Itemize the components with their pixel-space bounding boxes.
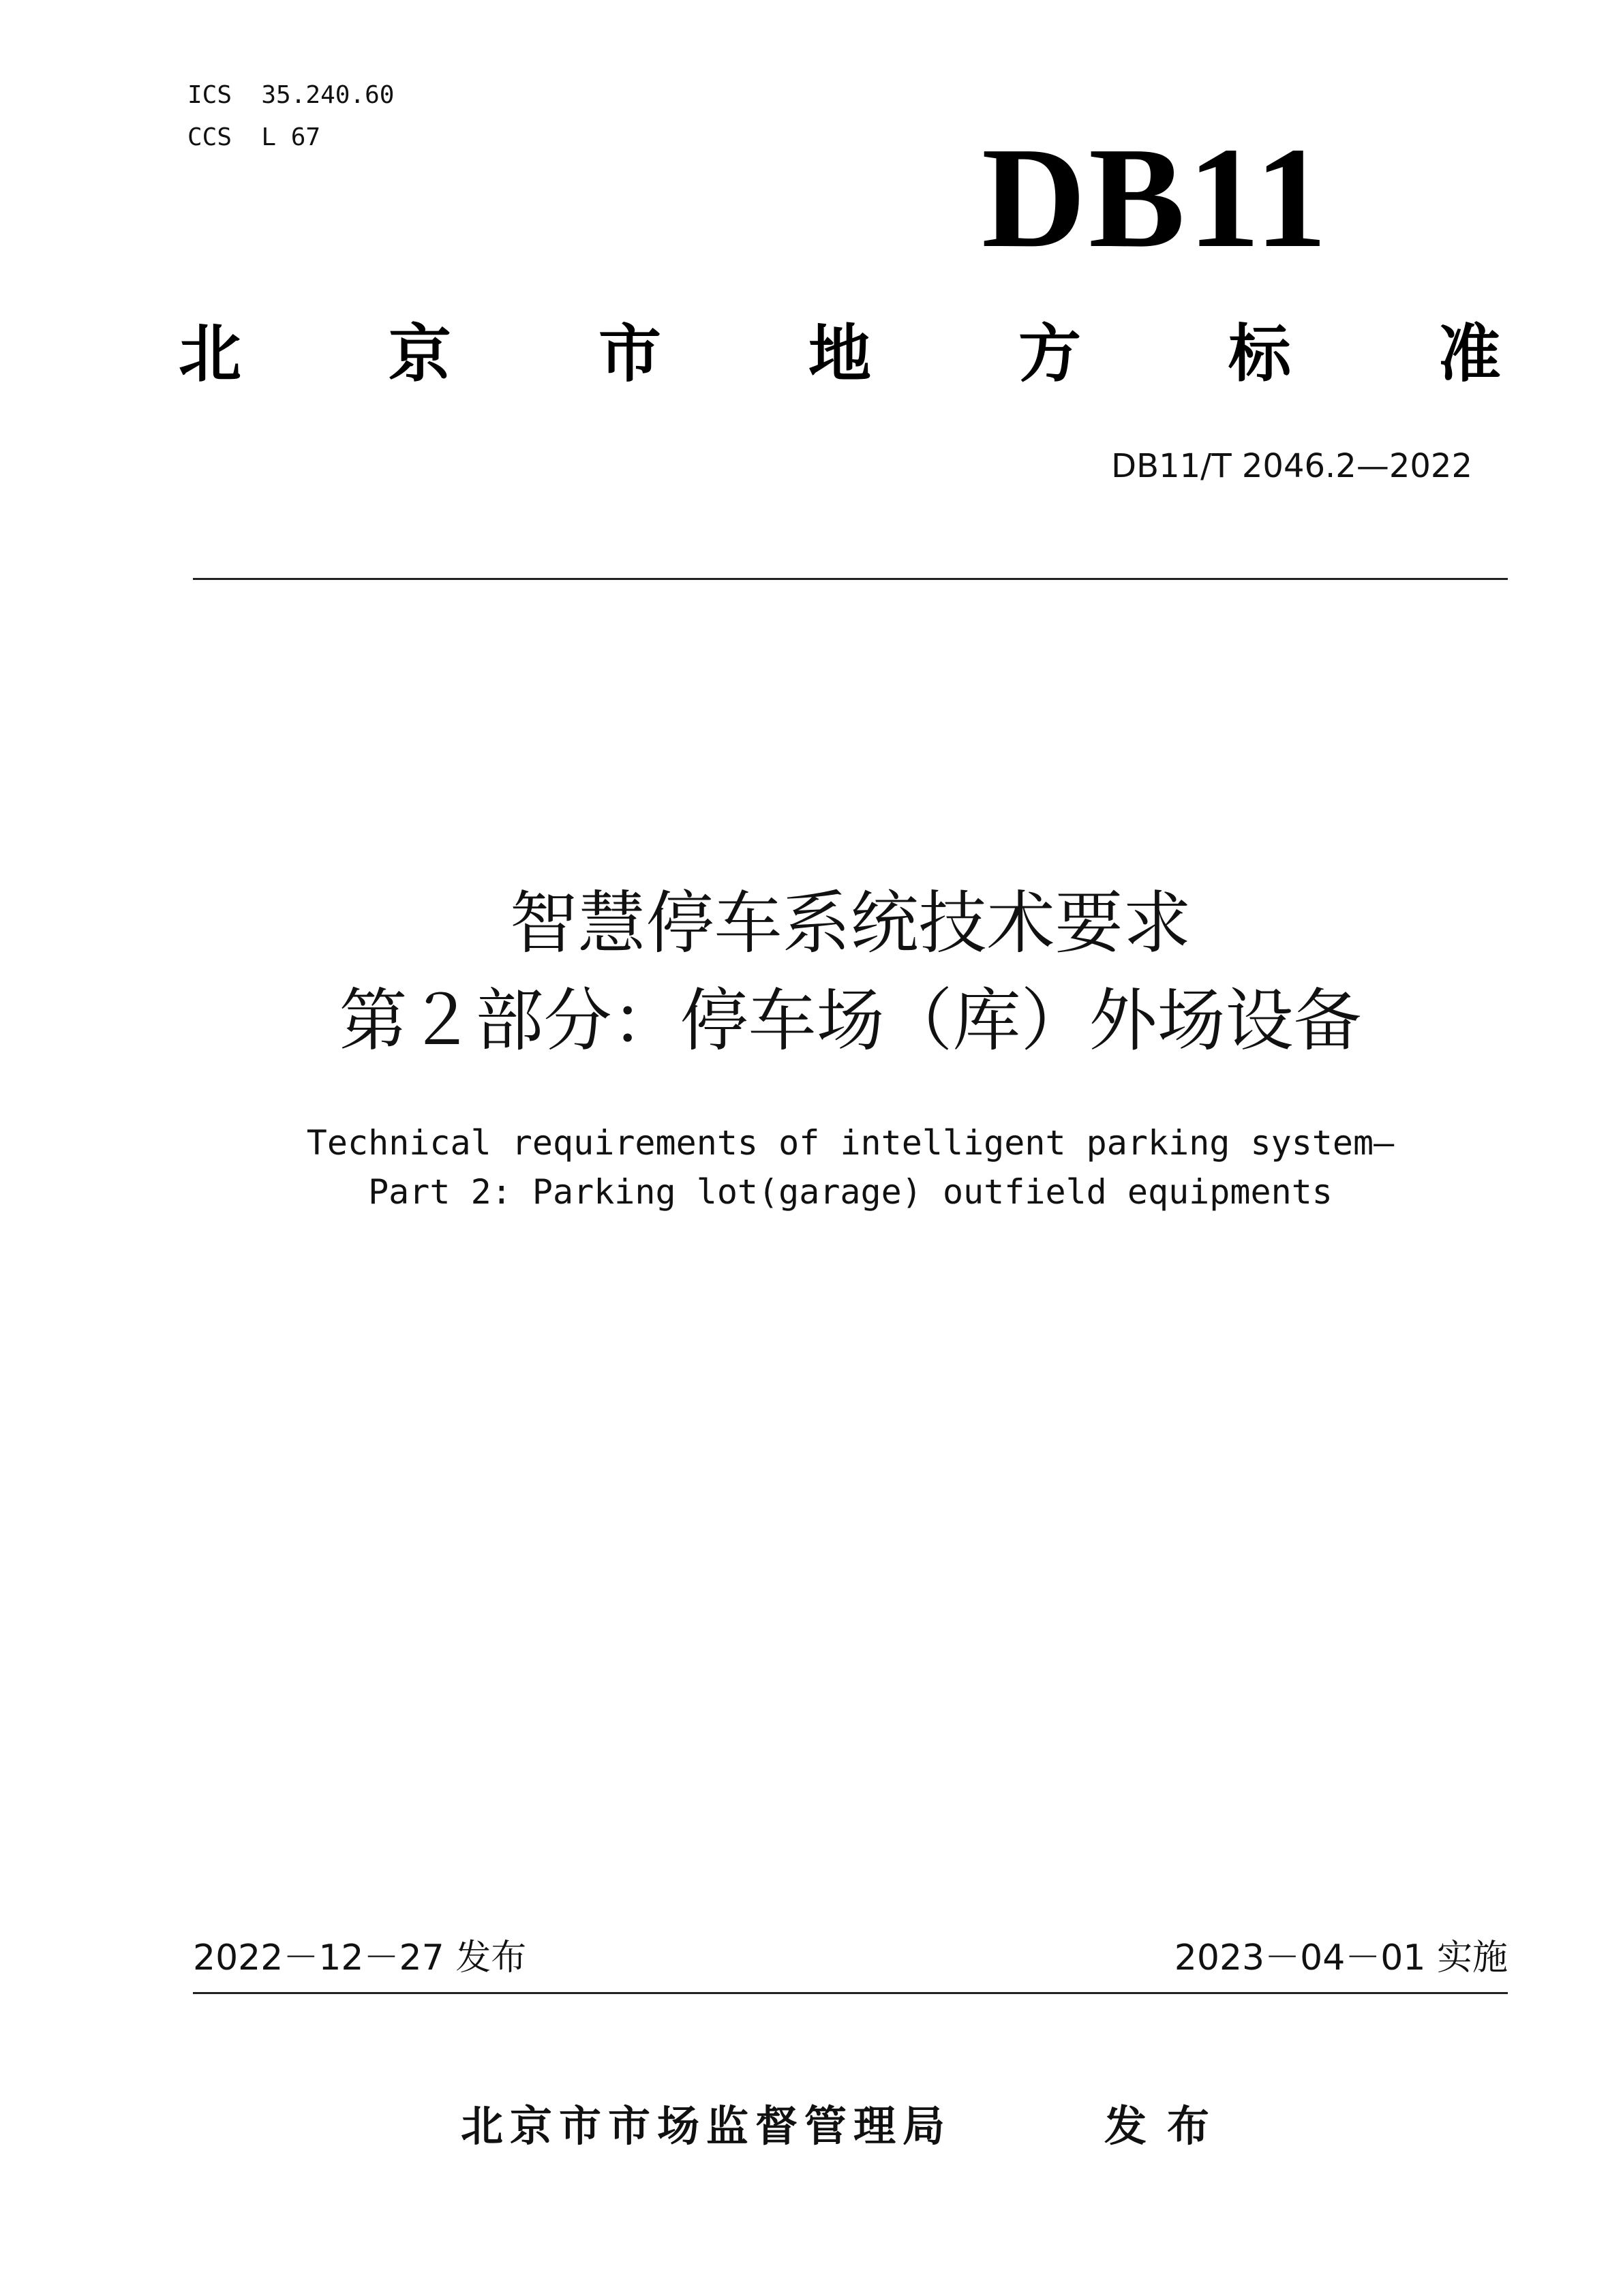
english-title-line-1: Technical requirements of intelligent parking system—: [306, 1123, 1395, 1163]
publish-label: 发布: [1104, 2101, 1230, 2151]
english-title-line-2: Part 2: Parking lot(garage) outfield equipments: [368, 1172, 1333, 1212]
standard-number: DB11/T 2046.2—2022: [1111, 447, 1472, 485]
top-divider: [193, 578, 1508, 580]
implementation-date: 2023－04－01 实施: [1174, 1938, 1508, 1978]
chinese-title-line-2: 第２部分：停车场（库）外场设备: [339, 981, 1362, 1060]
db11-logo: DB11: [982, 117, 1330, 277]
standard-type-char: 地: [808, 318, 871, 391]
standard-type-char: 市: [598, 318, 661, 391]
publisher-name: 北京市市场监督管理局: [461, 2101, 952, 2151]
bottom-divider: [193, 1992, 1508, 1994]
standard-type-heading: [179, 313, 1501, 395]
issue-date: 2022－12－27 发布: [193, 1938, 527, 1978]
standard-type-char: 京: [388, 318, 451, 391]
standard-type-char: 标: [1228, 318, 1291, 391]
standard-type-char: 方: [1018, 318, 1081, 391]
ics-code: ICS 35.240.60: [187, 81, 395, 109]
standard-type-char: 北: [179, 318, 242, 391]
ccs-code: CCS L 67: [187, 123, 321, 151]
standard-type-char: 准: [1438, 318, 1501, 391]
chinese-title-line-1: 智慧停车系统技术要求: [509, 883, 1192, 963]
